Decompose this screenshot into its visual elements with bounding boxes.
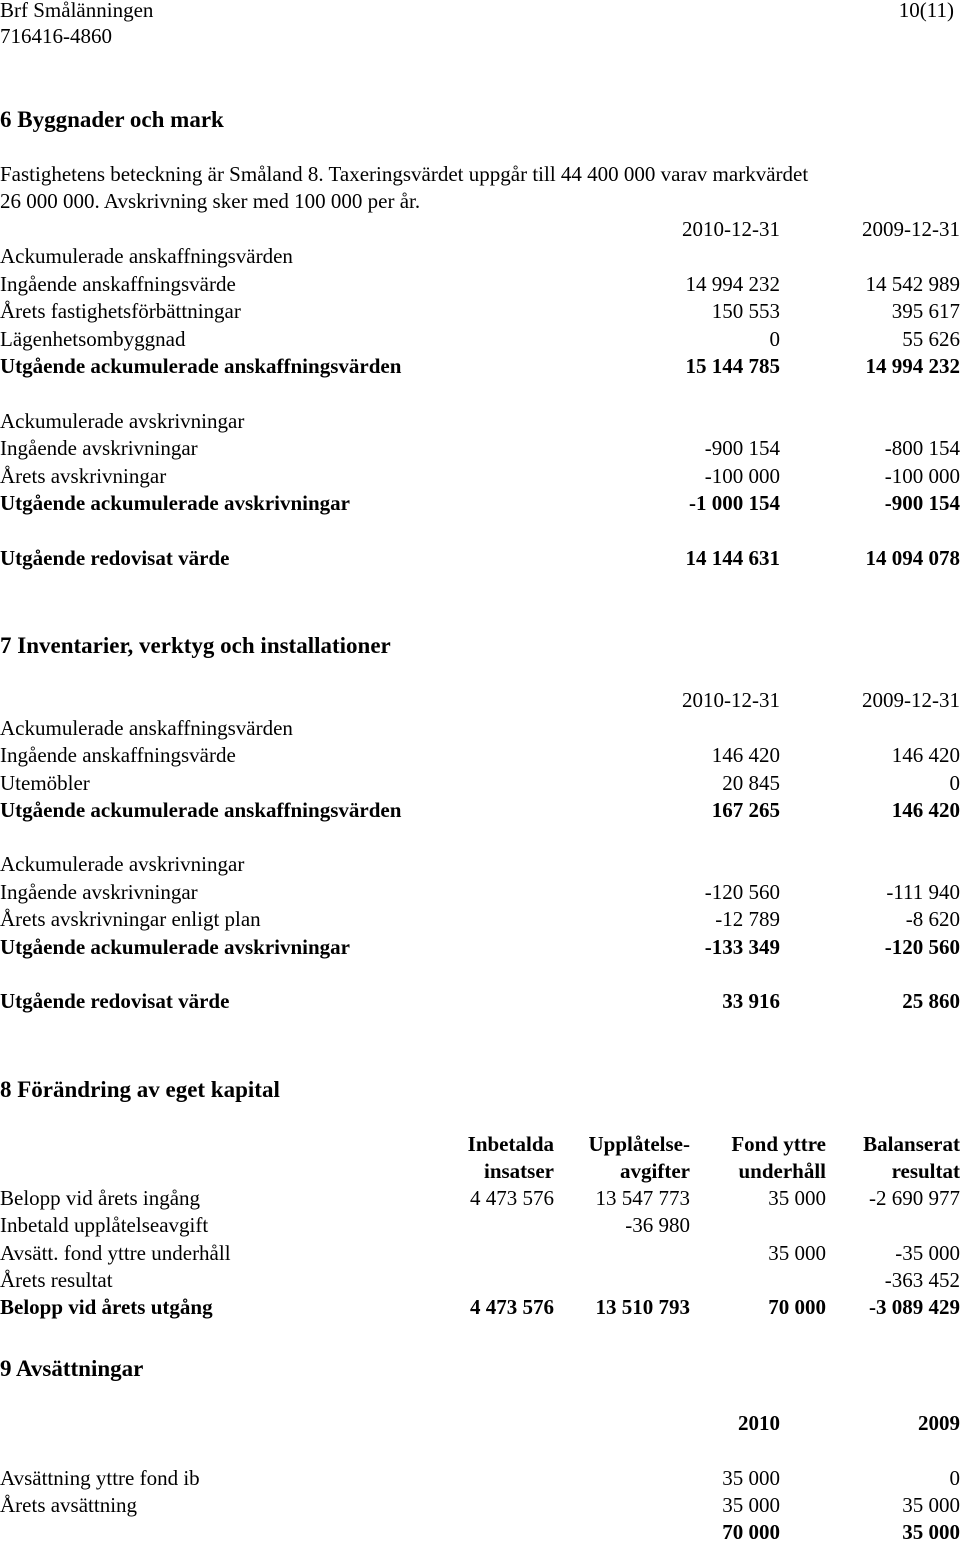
s7-book-value-label: Utgående redovisat värde [0,988,229,1015]
s7-depreciation-total-2009: -120 560 [885,934,960,961]
s8-header-fees-line-1: Upplåtelse- [589,1131,691,1158]
s6-depreciation-total-label: Utgående ackumulerade avskrivningar [0,490,350,517]
s8-header-retained-line-1: Balanserat [863,1131,960,1158]
s6-acquisition-heading: Ackumulerade anskaffningsvärden [0,243,293,270]
section-7-title: 7 Inventarier, verktyg och installationer [0,632,391,659]
s6-row-label: Ingående avskrivningar [0,435,198,462]
s7-row-value-2009: -8 620 [906,906,960,933]
s8-header-maintenance-fund-line-1: Fond yttre [731,1131,826,1158]
s6-book-value-label: Utgående redovisat värde [0,545,229,572]
s8-total-cell: 13 510 793 [596,1294,691,1321]
s8-row-label: Belopp vid årets ingång [0,1185,200,1212]
s9-row-value-2010: 35 000 [722,1465,780,1492]
s7-book-value-2009: 25 860 [902,988,960,1015]
s6-row-value-2009: 55 626 [902,326,960,353]
organization-number: 716416-4860 [0,23,112,50]
s6-row-value-2009: -800 154 [885,435,960,462]
s8-header-deposits-line-2: insatser [484,1158,554,1185]
s7-row-label: Årets avskrivningar enligt plan [0,906,261,933]
s6-acquisition-total-2009: 14 994 232 [866,353,960,380]
s7-acquisition-total-2009: 146 420 [892,797,960,824]
s6-depreciation-total-2010: -1 000 154 [689,490,780,517]
s7-row-label: Ingående avskrivningar [0,879,198,906]
s6-row-label: Ingående anskaffningsvärde [0,271,236,298]
s8-cell: 4 473 576 [470,1185,554,1212]
s9-column-header-2009: 2009 [918,1410,960,1437]
s7-acquisition-total-2010: 167 265 [712,797,780,824]
s7-row-value-2010: 146 420 [712,742,780,769]
s8-row-label: Avsätt. fond yttre underhåll [0,1240,231,1267]
s6-acquisition-total-2010: 15 144 785 [686,353,781,380]
s6-row-value-2010: -900 154 [705,435,780,462]
s8-row-label: Inbetald upplåtelseavgift [0,1212,208,1239]
s9-row-label: Avsättning yttre fond ib [0,1465,200,1492]
s7-row-label: Ingående anskaffningsvärde [0,742,236,769]
s9-column-header-2010: 2010 [738,1410,780,1437]
s9-row-value-2009: 0 [950,1465,960,1492]
s6-row-value-2010: 14 994 232 [686,271,781,298]
s9-row-label: Årets avsättning [0,1492,137,1519]
s6-row-label: Årets avskrivningar [0,463,166,490]
s7-row-label: Utemöbler [0,770,90,797]
s9-row-value-2009: 35 000 [902,1492,960,1519]
organization-name: Brf Smålänningen [0,0,153,24]
section-6-paragraph-line-2: 26 000 000. Avskrivning sker med 100 000 per år. [0,188,420,215]
s6-depreciation-total-2009: -900 154 [885,490,960,517]
s7-row-value-2010: 20 845 [722,770,780,797]
s8-total-cell: 70 000 [768,1294,826,1321]
s6-row-value-2010: 0 [770,326,781,353]
s6-column-header-2009: 2009-12-31 [862,216,960,243]
s7-depreciation-total-2010: -133 349 [705,934,780,961]
s8-cell: -2 690 977 [869,1185,960,1212]
s9-row-value-2010: 35 000 [722,1492,780,1519]
s8-cell: -35 000 [895,1240,960,1267]
s7-acquisition-heading: Ackumulerade anskaffningsvärden [0,715,293,742]
s7-acquisition-total-label: Utgående ackumulerade anskaffningsvärden [0,797,401,824]
s6-acquisition-total-label: Utgående ackumulerade anskaffningsvärden [0,353,401,380]
s8-total-cell: -3 089 429 [869,1294,960,1321]
s6-column-header-2010: 2010-12-31 [682,216,780,243]
s8-cell: -36 980 [625,1212,690,1239]
section-6-paragraph-line-1: Fastighetens beteckning är Småland 8. Taxeringsvärdet uppgår till 44 400 000 varav markvärdet [0,161,808,188]
s6-row-value-2009: -100 000 [885,463,960,490]
section-8-title: 8 Förändring av eget kapital [0,1076,280,1103]
s7-row-value-2010: -12 789 [715,906,780,933]
s6-row-value-2009: 14 542 989 [866,271,960,298]
s7-row-value-2009: 0 [950,770,960,797]
s8-cell: -363 452 [885,1267,960,1294]
s6-row-value-2010: -100 000 [705,463,780,490]
s6-book-value-2009: 14 094 078 [866,545,960,572]
s8-cell: 35 000 [768,1185,826,1212]
s7-book-value-2010: 33 916 [722,988,780,1015]
s8-header-deposits-line-1: Inbetalda [468,1131,554,1158]
s7-depreciation-total-label: Utgående ackumulerade avskrivningar [0,934,350,961]
s6-row-value-2009: 395 617 [892,298,960,325]
s8-cell: 35 000 [768,1240,826,1267]
s8-header-retained-line-2: resultat [892,1158,960,1185]
s8-header-fees-line-2: avgifter [620,1158,690,1185]
s6-row-value-2010: 150 553 [712,298,780,325]
section-6-title: 6 Byggnader och mark [0,106,224,133]
s7-row-value-2009: -111 940 [886,879,960,906]
s6-depreciation-heading: Ackumulerade avskrivningar [0,408,244,435]
section-9-title: 9 Avsättningar [0,1355,143,1382]
s6-row-label: Årets fastighetsförbättningar [0,298,241,325]
page-number: 10(11) [899,0,954,24]
s6-row-label: Lägenhetsombyggnad [0,326,185,353]
s9-total-2009: 35 000 [902,1519,960,1546]
s8-total-cell: 4 473 576 [470,1294,554,1321]
s8-row-label: Årets resultat [0,1267,113,1294]
s7-depreciation-heading: Ackumulerade avskrivningar [0,851,244,878]
s7-row-value-2010: -120 560 [705,879,780,906]
s7-column-header-2010: 2010-12-31 [682,687,780,714]
s8-header-maintenance-fund-line-2: underhåll [738,1158,826,1185]
s9-total-2010: 70 000 [722,1519,780,1546]
s8-cell: 13 547 773 [596,1185,691,1212]
s7-row-value-2009: 146 420 [892,742,960,769]
s6-book-value-2010: 14 144 631 [686,545,781,572]
s7-column-header-2009: 2009-12-31 [862,687,960,714]
s8-total-label: Belopp vid årets utgång [0,1294,213,1321]
